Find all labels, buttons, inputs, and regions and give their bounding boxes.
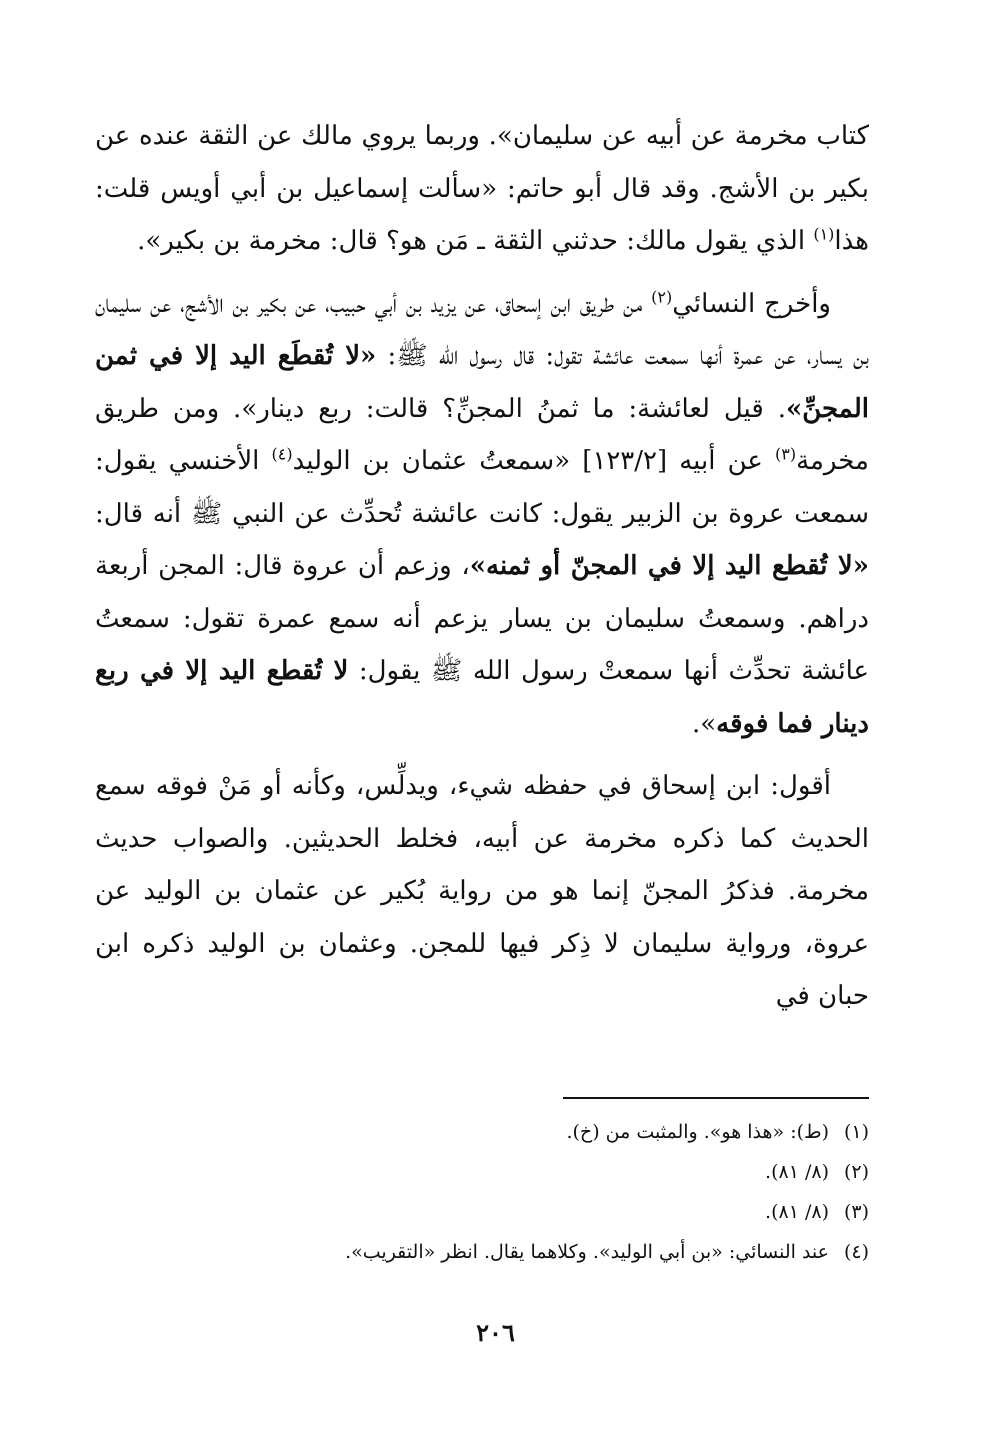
footnote-item xyxy=(109,1152,869,1192)
footnotes xyxy=(109,1112,869,1272)
footnote-marker: (٣) xyxy=(774,444,797,464)
footnote-item xyxy=(109,1232,869,1272)
text-segment: . قيل لعائشة: ما ثمنُ المجنِّ؟ قالت: ربع دينار». ومن طريق مخرمة xyxy=(95,393,869,476)
paragraph xyxy=(95,110,869,268)
footnote-text: (٨/ ٨١). xyxy=(765,1201,829,1223)
footnote-marker: (٤) xyxy=(271,444,293,464)
footnote-item xyxy=(109,1192,869,1232)
hadith-text: «لا تُقطَع اليد إلا في ثمن المجنِّ» xyxy=(95,341,869,424)
footnote-number: (٣) xyxy=(843,1201,869,1223)
footnote-text: (٨/ ٨١). xyxy=(765,1161,829,1183)
text-segment: أقول: ابن إسحاق في حفظه شيء، ويدلِّس، وكأنه أو مَنْ فوقه سمع الحديث كما ذكره مخرمة عن أبيه، فخلط الحديثين. والصواب حديث مخرمة. فذكرُ المجنّ إنما هو من رواية بُكير عن عثمان بن الوليد عن عروة، ورواية سليمان لا ذِكر فيها للمجن. وعثمان بن الوليد ذكره ابن حبان في xyxy=(95,771,869,1011)
text-segment: وأخرج النسائي xyxy=(672,288,831,319)
text-segment: ». xyxy=(691,708,717,739)
footnote-number: (٢) xyxy=(843,1161,869,1183)
text-segment: الذي يقول مالك: حدثني الثقة ـ مَن هو؟ قال: مخرمة بن بكير». xyxy=(137,226,814,256)
text-segment: ، وزعم أن عروة قال: المجن أربعة دراهم. وسمعتُ سليمان بن يسار يزعم أنه سمع عمرة تقول: سمعتُ عائشة تحدِّث أنها سمعتْ رسول الله ﷺ يقول: xyxy=(95,551,870,686)
footnote-item xyxy=(109,1112,869,1152)
text-segment: من طريق ابن إسحاق، عن يزيد بن أبي حبيب، عن بكير بن الأشج، عن سليمان بن يسار، عن عمرة أنها سمعت عائشة تقول: قال رسول الله ﷺ: xyxy=(95,288,869,371)
footnote-number: (٤) xyxy=(843,1241,869,1263)
text-segment: عن أبيه [١٢٣/٢] «سمعتُ عثمان بن الوليد xyxy=(292,446,775,476)
footnote-text: عند النسائي: «بن أبي الوليد». وكلاهما يقال. انظر «التقريب». xyxy=(345,1241,829,1263)
footnote-marker: (١) xyxy=(813,224,835,244)
page-number: ٢٠٦ xyxy=(476,1318,515,1347)
footnote-text: (ط): «هذا هو». والمثبت من (خ). xyxy=(566,1121,829,1143)
hadith-text: لا تُقطع اليد إلا في ربع دينار فما فوقه xyxy=(95,656,869,739)
text-segment: الأخنسي يقول: سمعت عروة بن الزبير يقول: كانت عائشة تُحدِّث عن النبي ﷺ أنه قال: xyxy=(95,446,869,529)
footnote-number: (١) xyxy=(843,1121,869,1143)
footnote-marker: (٢) xyxy=(651,286,673,306)
paragraph xyxy=(95,278,869,751)
paragraph xyxy=(95,760,869,1023)
footnote-separator xyxy=(563,1097,869,1099)
hadith-text: «لا تُقطع اليد إلا في المجنّ أو ثمنه» xyxy=(469,551,870,581)
text-segment: كتاب مخرمة عن أبيه عن سليمان». وربما يروي مالك عن الثقة عنده عن بكير بن الأشج. وقد قال أبو حاتم: «سألت إسماعيل بن أبي أويس قلت: هذا xyxy=(95,121,869,256)
body-text xyxy=(95,110,869,1023)
